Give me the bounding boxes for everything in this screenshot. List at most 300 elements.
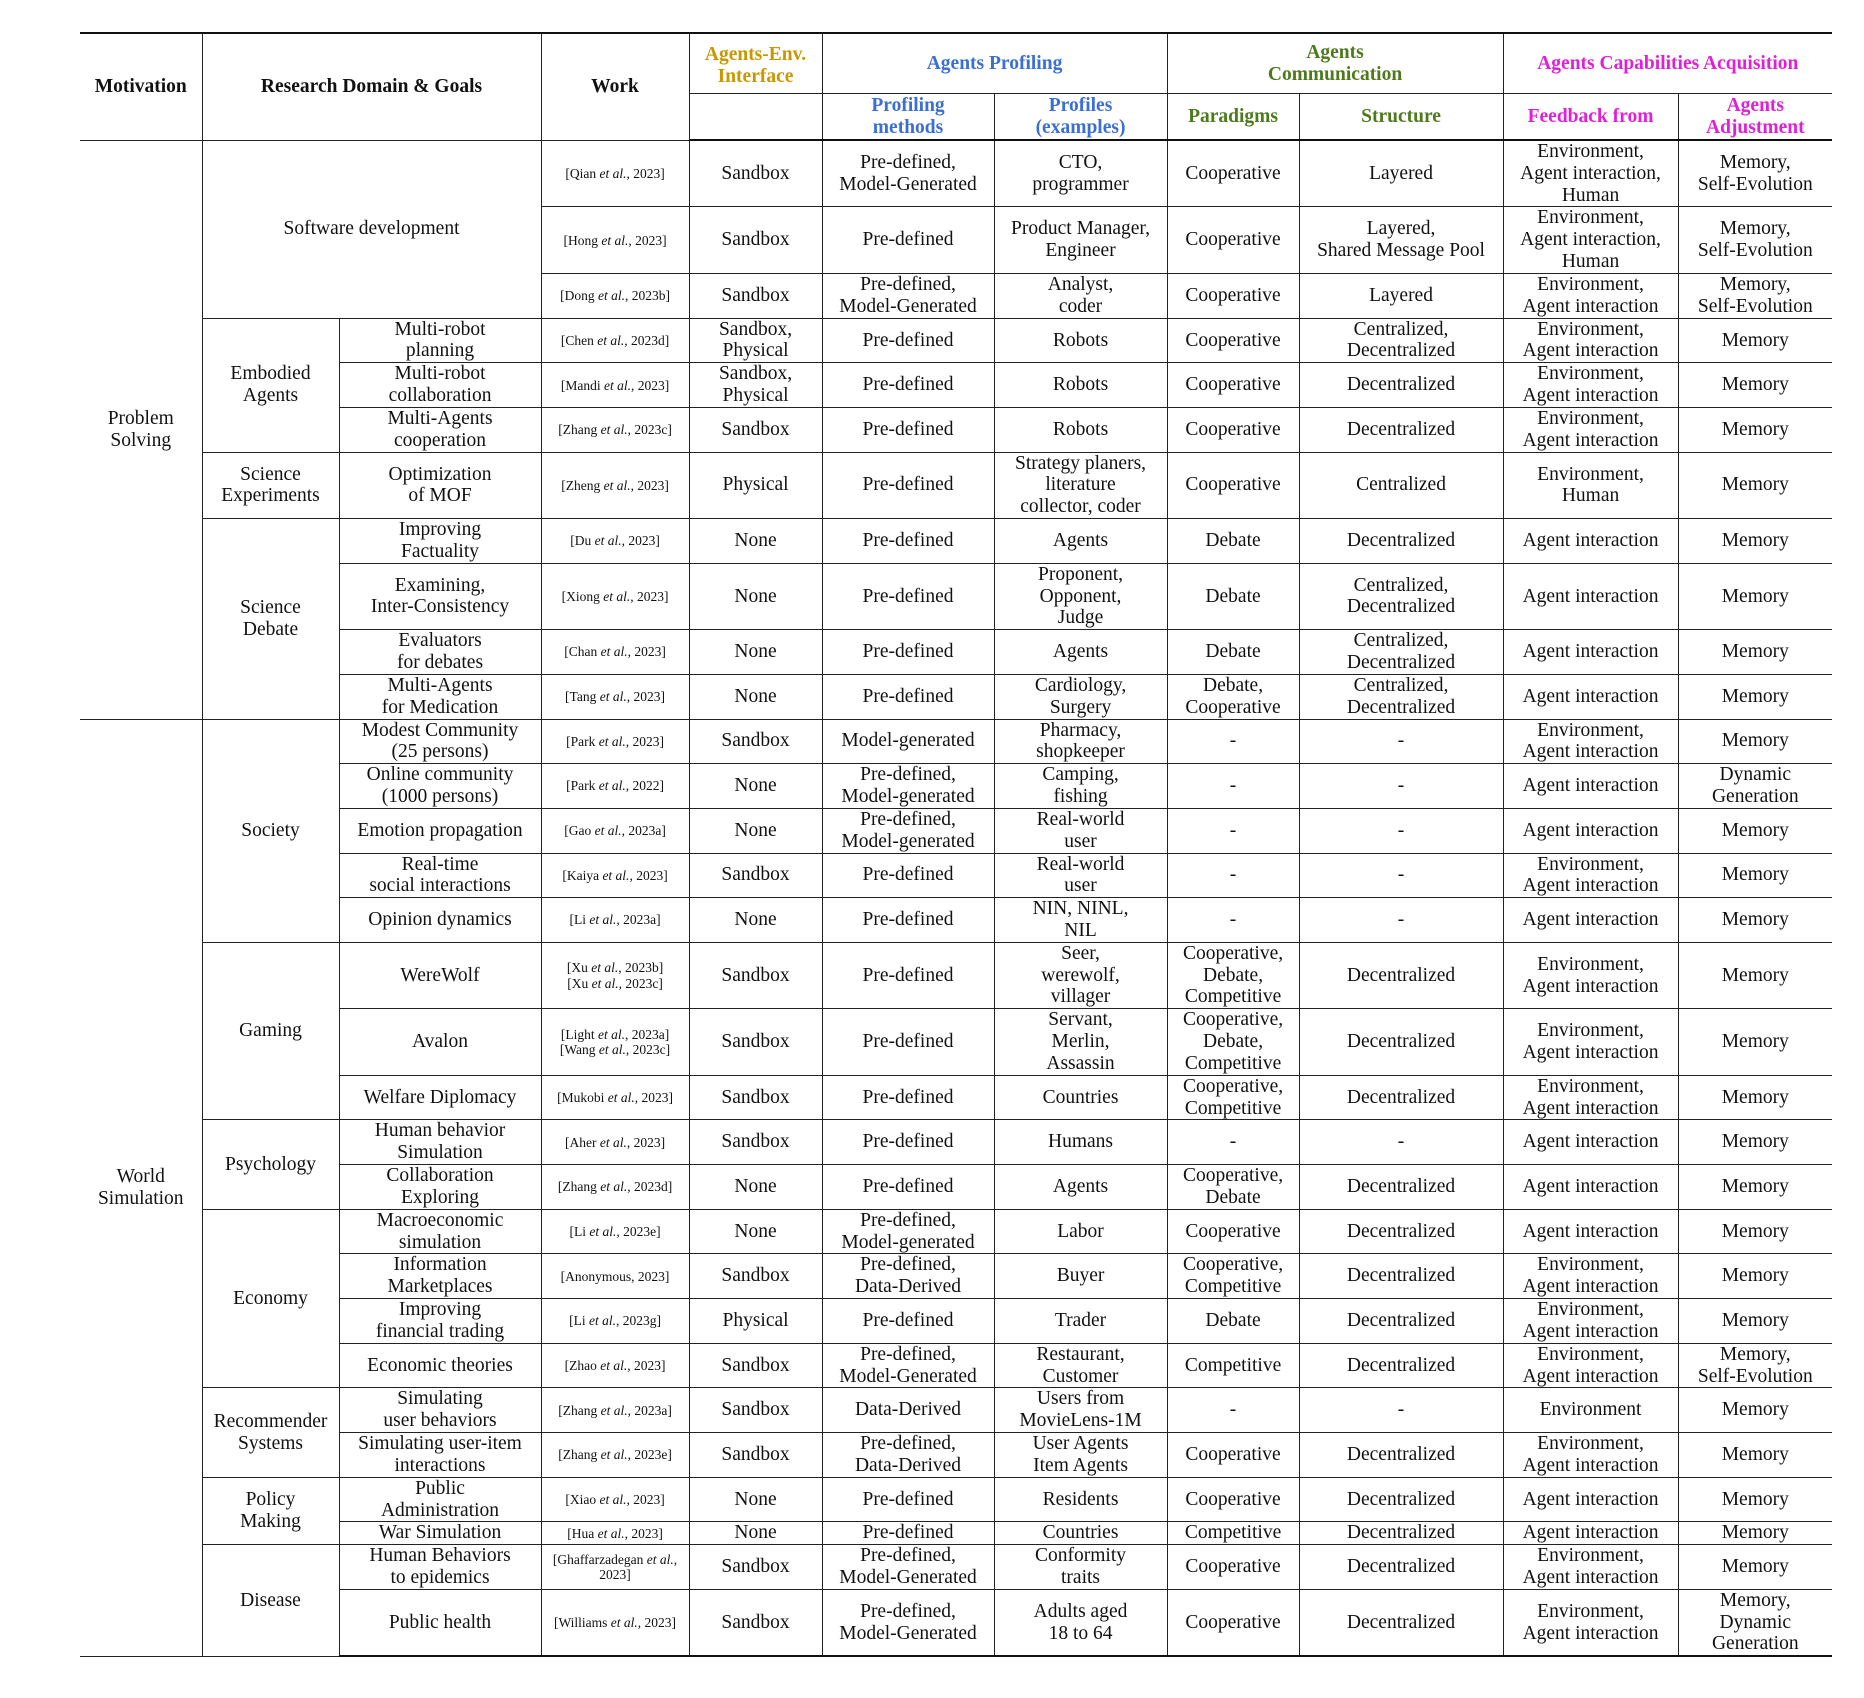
paradigm-cell: - bbox=[1167, 1388, 1299, 1433]
goal-cell: Macroeconomic simulation bbox=[339, 1209, 541, 1254]
profiling-method-cell: Pre-defined, Data-Derived bbox=[822, 1433, 994, 1478]
domain-cell: Recommender Systems bbox=[202, 1388, 339, 1477]
structure-cell: Layered bbox=[1299, 140, 1503, 207]
profiling-method-cell: Pre-defined bbox=[822, 363, 994, 408]
multi-agent-survey-table bbox=[80, 32, 1832, 1657]
citation-year: 2023 bbox=[633, 1491, 661, 1507]
structure-cell: Centralized, Decentralized bbox=[1299, 630, 1503, 675]
interface-cell: None bbox=[689, 1477, 822, 1522]
header-agents-profiling: Agents Profiling bbox=[822, 33, 1167, 94]
adjustment-cell: Memory, Dynamic Generation bbox=[1678, 1589, 1832, 1656]
citation-year: 2023c bbox=[632, 1042, 666, 1058]
structure-cell: Centralized, Decentralized bbox=[1299, 674, 1503, 719]
table-row bbox=[80, 1433, 1832, 1478]
citation-etal: et al. bbox=[594, 1525, 625, 1541]
work-citation: [Zheng et al., 2023] bbox=[541, 452, 689, 518]
structure-cell: Decentralized bbox=[1299, 1209, 1503, 1254]
profiles-cell: Pharmacy, shopkeeper bbox=[994, 719, 1167, 764]
paradigm-cell: - bbox=[1167, 808, 1299, 853]
structure-cell: Decentralized bbox=[1299, 1589, 1503, 1656]
profiles-cell: Conformity traits bbox=[994, 1545, 1167, 1590]
citation-author: Zheng bbox=[565, 477, 601, 493]
structure-cell: Layered, Shared Message Pool bbox=[1299, 207, 1503, 273]
profiling-method-cell: Pre-defined bbox=[822, 1165, 994, 1210]
table-row bbox=[80, 1209, 1832, 1254]
citation-etal: et al. bbox=[585, 1224, 617, 1240]
adjustment-cell: Memory bbox=[1678, 898, 1832, 943]
paradigm-cell: - bbox=[1167, 1120, 1299, 1165]
table-row bbox=[80, 898, 1832, 943]
citation-year: 2023 bbox=[633, 1134, 661, 1150]
adjustment-cell: Memory bbox=[1678, 452, 1832, 518]
citation-year: 2023 bbox=[599, 1567, 627, 1582]
interface-cell: Sandbox bbox=[689, 140, 822, 207]
feedback-cell: Agent interaction bbox=[1503, 519, 1678, 564]
profiles-cell: NIN, NINL, NIL bbox=[994, 898, 1167, 943]
profiles-cell: Adults aged 18 to 64 bbox=[994, 1589, 1167, 1656]
structure-cell: Decentralized bbox=[1299, 1009, 1503, 1075]
interface-cell: Sandbox bbox=[689, 1589, 822, 1656]
structure-cell: Centralized, Decentralized bbox=[1299, 318, 1503, 363]
profiles-cell: Strategy planers, literature collector, coder bbox=[994, 452, 1167, 518]
adjustment-cell: Memory bbox=[1678, 853, 1832, 898]
work-citation: [Xiong et al., 2023] bbox=[541, 563, 689, 629]
header-capabilities-acquisition: Agents Capabilities Acquisition bbox=[1503, 33, 1832, 94]
interface-cell: Physical bbox=[689, 1299, 822, 1344]
citation-year: 2023d bbox=[630, 332, 665, 348]
adjustment-cell: Memory bbox=[1678, 630, 1832, 675]
paradigm-cell: - bbox=[1167, 764, 1299, 809]
citation-author: Aher bbox=[569, 1134, 597, 1150]
citation-year: 2022 bbox=[632, 778, 660, 794]
feedback-cell: Agent interaction bbox=[1503, 630, 1678, 675]
interface-cell: Sandbox, Physical bbox=[689, 363, 822, 408]
profiling-method-cell: Pre-defined bbox=[822, 452, 994, 518]
citation-etal: et al. bbox=[597, 232, 629, 248]
feedback-cell: Environment, Agent interaction bbox=[1503, 1343, 1678, 1388]
citation-author: Xiong bbox=[566, 588, 600, 604]
profiles-cell: Users from MovieLens-1M bbox=[994, 1388, 1167, 1433]
table-row bbox=[80, 942, 1832, 1008]
adjustment-cell: Dynamic Generation bbox=[1678, 764, 1832, 809]
table-row bbox=[80, 630, 1832, 675]
goal-cell: WereWolf bbox=[339, 942, 541, 1008]
adjustment-cell: Memory bbox=[1678, 1433, 1832, 1478]
table-row bbox=[80, 674, 1832, 719]
interface-cell: Sandbox bbox=[689, 942, 822, 1008]
table-row bbox=[80, 1477, 1832, 1522]
citation-author: Zhao bbox=[569, 1357, 597, 1373]
interface-cell: Sandbox bbox=[689, 407, 822, 452]
paradigm-cell: Cooperative bbox=[1167, 1545, 1299, 1590]
feedback-cell: Agent interaction bbox=[1503, 898, 1678, 943]
citation-author: Zhang bbox=[562, 1179, 597, 1195]
paradigm-cell: Cooperative bbox=[1167, 363, 1299, 408]
citation-author: Light bbox=[565, 1026, 595, 1042]
paradigm-cell: - bbox=[1167, 898, 1299, 943]
work-citation: [Tang et al., 2023] bbox=[541, 674, 689, 719]
citation-year: 2023b bbox=[631, 288, 666, 304]
work-citation: [Hong et al., 2023] bbox=[541, 207, 689, 273]
interface-cell: Sandbox bbox=[689, 1075, 822, 1120]
profiling-method-cell: Pre-defined bbox=[822, 407, 994, 452]
profiling-method-cell: Pre-defined, Model-Generated bbox=[822, 1589, 994, 1656]
paradigm-cell: Cooperative, Debate, Competitive bbox=[1167, 942, 1299, 1008]
citation-etal: et al. bbox=[597, 644, 628, 660]
citation-author: Li bbox=[573, 1224, 586, 1240]
structure-cell: - bbox=[1299, 853, 1503, 898]
paradigm-cell: Cooperative bbox=[1167, 452, 1299, 518]
citation-author: Kaiya bbox=[566, 867, 600, 883]
work-citation: [Li et al., 2023a] bbox=[541, 898, 689, 943]
adjustment-cell: Memory bbox=[1678, 563, 1832, 629]
citation-author: Li bbox=[573, 912, 586, 928]
citation-author: Zhang bbox=[562, 422, 598, 438]
structure-cell: Decentralized bbox=[1299, 1299, 1503, 1344]
work-citation: [Mandi et al., 2023] bbox=[541, 363, 689, 408]
citation-year: 2023a bbox=[623, 912, 657, 928]
goal-cell: Evaluators for debates bbox=[339, 630, 541, 675]
profiles-cell: Residents bbox=[994, 1477, 1167, 1522]
citation-author: Wang bbox=[564, 1042, 596, 1058]
feedback-cell: Environment bbox=[1503, 1388, 1678, 1433]
interface-cell: Sandbox, Physical bbox=[689, 318, 822, 363]
feedback-cell: Environment, Agent interaction bbox=[1503, 318, 1678, 363]
profiling-method-cell: Pre-defined bbox=[822, 942, 994, 1008]
citation-author: Mandi bbox=[565, 377, 601, 393]
goal-cell: Improving Factuality bbox=[339, 519, 541, 564]
profiling-method-cell: Pre-defined bbox=[822, 898, 994, 943]
goal-cell: Online community (1000 persons) bbox=[339, 764, 541, 809]
citation-year: 2023a bbox=[634, 1402, 668, 1418]
domain-cell: Science Debate bbox=[202, 519, 339, 719]
header-agents-communication: Agents Communication bbox=[1167, 33, 1503, 94]
paradigm-cell: Cooperative bbox=[1167, 1433, 1299, 1478]
header-agents-env-interface: Agents-Env. Interface bbox=[689, 33, 822, 94]
structure-cell: Centralized, Decentralized bbox=[1299, 563, 1503, 629]
feedback-cell: Agent interaction bbox=[1503, 1165, 1678, 1210]
profiling-method-cell: Pre-defined bbox=[822, 1522, 994, 1545]
work-citation: [Zhang et al., 2023a] bbox=[541, 1388, 689, 1433]
paradigm-cell: Cooperative, Debate, Competitive bbox=[1167, 1009, 1299, 1075]
citation-year: 2023 bbox=[628, 533, 656, 549]
citation-etal: et al. bbox=[585, 912, 617, 928]
citation-year: 2023 bbox=[637, 377, 665, 393]
adjustment-cell: Memory bbox=[1678, 1388, 1832, 1433]
work-citation: [Park et al., 2023] bbox=[541, 719, 689, 764]
adjustment-cell: Memory, Self-Evolution bbox=[1678, 207, 1832, 273]
work-citation: [Xiao et al., 2023] bbox=[541, 1477, 689, 1522]
goal-cell: Examining, Inter-Consistency bbox=[339, 563, 541, 629]
domain-cell: Embodied Agents bbox=[202, 318, 339, 452]
citation-etal: et al. bbox=[597, 422, 628, 438]
paradigm-cell: - bbox=[1167, 853, 1299, 898]
interface-cell: Sandbox bbox=[689, 853, 822, 898]
feedback-cell: Environment, Agent interaction bbox=[1503, 853, 1678, 898]
citation-author: Park bbox=[570, 778, 596, 794]
domain-cell: Economy bbox=[202, 1209, 339, 1388]
citation-author: Hua bbox=[571, 1525, 595, 1541]
domain-cell: Science Experiments bbox=[202, 452, 339, 518]
goal-cell: Collaboration Exploring bbox=[339, 1165, 541, 1210]
adjustment-cell: Memory bbox=[1678, 1545, 1832, 1590]
citation-etal: et al. bbox=[587, 960, 619, 976]
adjustment-cell: Memory, Self-Evolution bbox=[1678, 273, 1832, 318]
feedback-cell: Agent interaction bbox=[1503, 1120, 1678, 1165]
profiles-cell: Agents bbox=[994, 630, 1167, 675]
citation-author: Park bbox=[570, 733, 596, 749]
profiles-cell: Humans bbox=[994, 1120, 1167, 1165]
table-row bbox=[80, 1165, 1832, 1210]
table-row bbox=[80, 719, 1832, 764]
interface-cell: Physical bbox=[689, 452, 822, 518]
profiling-method-cell: Model-generated bbox=[822, 719, 994, 764]
goal-cell: Opinion dynamics bbox=[339, 898, 541, 943]
paradigm-cell: Cooperative bbox=[1167, 273, 1299, 318]
feedback-cell: Agent interaction bbox=[1503, 674, 1678, 719]
interface-cell: None bbox=[689, 1522, 822, 1545]
profiling-method-cell: Pre-defined bbox=[822, 674, 994, 719]
citation-year: 2023e bbox=[634, 1447, 668, 1463]
citation-year: 2023 bbox=[635, 232, 663, 248]
structure-cell: Decentralized bbox=[1299, 1545, 1503, 1590]
profiles-cell: CTO, programmer bbox=[994, 140, 1167, 207]
citation-year: 2023 bbox=[631, 1525, 659, 1541]
adjustment-cell: Memory bbox=[1678, 318, 1832, 363]
citation-etal: et al. bbox=[595, 733, 626, 749]
work-citation: [Zhao et al., 2023] bbox=[541, 1343, 689, 1388]
profiling-method-cell: Pre-defined, Model-generated bbox=[822, 1209, 994, 1254]
table-row bbox=[80, 1388, 1832, 1433]
goal-cell: Welfare Diplomacy bbox=[339, 1075, 541, 1120]
work-citation: [Williams et al., 2023] bbox=[541, 1589, 689, 1656]
citation-etal: et al. bbox=[600, 377, 631, 393]
profiling-method-cell: Data-Derived bbox=[822, 1388, 994, 1433]
profiles-cell: Proponent, Opponent, Judge bbox=[994, 563, 1167, 629]
interface-cell: Sandbox bbox=[689, 719, 822, 764]
domain-cell: Gaming bbox=[202, 942, 339, 1120]
table-row bbox=[80, 452, 1832, 518]
table-row bbox=[80, 407, 1832, 452]
goal-cell: Public health bbox=[339, 1589, 541, 1656]
table-row bbox=[80, 1299, 1832, 1344]
adjustment-cell: Memory bbox=[1678, 1165, 1832, 1210]
feedback-cell: Environment, Agent interaction bbox=[1503, 1075, 1678, 1120]
citation-year: 2023 bbox=[632, 733, 660, 749]
citation-year: 2023 bbox=[633, 1357, 661, 1373]
feedback-cell: Environment, Agent interaction bbox=[1503, 1433, 1678, 1478]
citation-etal: et al. bbox=[599, 867, 630, 883]
work-citation: [Chan et al., 2023] bbox=[541, 630, 689, 675]
paradigm-cell: Cooperative bbox=[1167, 1209, 1299, 1254]
interface-cell: None bbox=[689, 808, 822, 853]
profiles-cell: Robots bbox=[994, 363, 1167, 408]
paradigm-cell: Cooperative, Competitive bbox=[1167, 1254, 1299, 1299]
structure-cell: Decentralized bbox=[1299, 1254, 1503, 1299]
profiles-cell: Robots bbox=[994, 318, 1167, 363]
interface-cell: Sandbox bbox=[689, 207, 822, 273]
citation-year: 2023 bbox=[644, 1615, 672, 1631]
paradigm-cell: Cooperative bbox=[1167, 1477, 1299, 1522]
adjustment-cell: Memory bbox=[1678, 363, 1832, 408]
paradigm-cell: Cooperative, Debate bbox=[1167, 1165, 1299, 1210]
citation-author: Ghaffarzadegan bbox=[557, 1551, 644, 1567]
citation-year: 2023b bbox=[624, 960, 659, 976]
adjustment-cell: Memory bbox=[1678, 1209, 1832, 1254]
profiles-cell: Seer, werewolf, villager bbox=[994, 942, 1167, 1008]
citation-year: 2023c bbox=[625, 975, 659, 991]
profiles-cell: Agents bbox=[994, 1165, 1167, 1210]
citation-author: Tang bbox=[569, 689, 597, 705]
citation-author: Williams bbox=[558, 1615, 608, 1631]
profiling-method-cell: Pre-defined, Model-generated bbox=[822, 764, 994, 809]
work-citation: [Zhang et al., 2023d] bbox=[541, 1165, 689, 1210]
feedback-cell: Agent interaction bbox=[1503, 1209, 1678, 1254]
citation-author: Qian bbox=[569, 165, 597, 181]
header-paradigms: Paradigms bbox=[1167, 94, 1299, 141]
citation-year: 2023d bbox=[633, 1179, 668, 1195]
citation-etal: et al. bbox=[594, 1026, 625, 1042]
profiles-cell: Buyer bbox=[994, 1254, 1167, 1299]
interface-cell: None bbox=[689, 764, 822, 809]
interface-cell: None bbox=[689, 1209, 822, 1254]
citation-etal: et al. bbox=[594, 288, 625, 304]
feedback-cell: Environment, Agent interaction bbox=[1503, 1545, 1678, 1590]
structure-cell: Decentralized bbox=[1299, 1165, 1503, 1210]
goal-cell: Multi-Agents for Medication bbox=[339, 674, 541, 719]
paradigm-cell: Debate bbox=[1167, 1299, 1299, 1344]
profiling-method-cell: Pre-defined bbox=[822, 1009, 994, 1075]
citation-etal: et al. bbox=[599, 588, 631, 604]
table-row bbox=[80, 764, 1832, 809]
profiling-method-cell: Pre-defined bbox=[822, 1299, 994, 1344]
header-agents-adjustment: Agents Adjustment bbox=[1678, 94, 1832, 141]
structure-cell: Decentralized bbox=[1299, 519, 1503, 564]
table-row bbox=[80, 1120, 1832, 1165]
citation-etal: et al. bbox=[607, 1615, 638, 1631]
citation-author: Mukobi bbox=[561, 1090, 605, 1106]
goal-cell: Improving financial trading bbox=[339, 1299, 541, 1344]
adjustment-cell: Memory bbox=[1678, 1254, 1832, 1299]
profiling-method-cell: Pre-defined bbox=[822, 1120, 994, 1165]
citation-year: 2023 bbox=[641, 1090, 669, 1106]
citation-etal: et al. bbox=[593, 332, 625, 348]
interface-cell: Sandbox bbox=[689, 273, 822, 318]
adjustment-cell: Memory bbox=[1678, 407, 1832, 452]
work-citation: [Ghaffarzadegan et al., 2023] bbox=[541, 1545, 689, 1590]
interface-cell: None bbox=[689, 674, 822, 719]
feedback-cell: Environment, Agent interaction, Human bbox=[1503, 140, 1678, 207]
goal-cell: Human behavior Simulation bbox=[339, 1120, 541, 1165]
citation-author: Hong bbox=[567, 232, 598, 248]
structure-cell: Centralized bbox=[1299, 452, 1503, 518]
feedback-cell: Environment, Agent interaction bbox=[1503, 273, 1678, 318]
citation-etal: et al. bbox=[596, 1134, 627, 1150]
survey-table-container bbox=[80, 32, 1832, 1657]
citation-etal: et al. bbox=[597, 1402, 628, 1418]
paradigm-cell: - bbox=[1167, 719, 1299, 764]
interface-cell: Sandbox bbox=[689, 1545, 822, 1590]
table-body bbox=[80, 140, 1832, 1656]
feedback-cell: Environment, Agent interaction bbox=[1503, 1299, 1678, 1344]
structure-cell: - bbox=[1299, 719, 1503, 764]
domain-cell: Psychology bbox=[202, 1120, 339, 1209]
interface-cell: None bbox=[689, 630, 822, 675]
adjustment-cell: Memory bbox=[1678, 1120, 1832, 1165]
profiles-cell: User Agents Item Agents bbox=[994, 1433, 1167, 1478]
paradigm-cell: Debate, Cooperative bbox=[1167, 674, 1299, 719]
work-citation: [Mukobi et al., 2023] bbox=[541, 1075, 689, 1120]
profiling-method-cell: Pre-defined bbox=[822, 1075, 994, 1120]
table-row bbox=[80, 1522, 1832, 1545]
feedback-cell: Environment, Agent interaction bbox=[1503, 719, 1678, 764]
goal-cell: Public Administration bbox=[339, 1477, 541, 1522]
profiles-cell: Analyst, coder bbox=[994, 273, 1167, 318]
work-citation: [Kaiya et al., 2023] bbox=[541, 853, 689, 898]
citation-author: Xiao bbox=[569, 1491, 597, 1507]
work-citation: [Du et al., 2023] bbox=[541, 519, 689, 564]
citation-etal: et al. bbox=[643, 1551, 674, 1567]
work-citation: [Chen et al., 2023d] bbox=[541, 318, 689, 363]
profiling-method-cell: Pre-defined, Data-Derived bbox=[822, 1254, 994, 1299]
header-structure: Structure bbox=[1299, 94, 1503, 141]
citation-author: Xu bbox=[571, 975, 589, 991]
table-row bbox=[80, 808, 1832, 853]
structure-cell: Decentralized bbox=[1299, 942, 1503, 1008]
citation-year: 2023 bbox=[637, 477, 665, 493]
table-row bbox=[80, 519, 1832, 564]
citation-etal: et al. bbox=[595, 1042, 626, 1058]
table-row bbox=[80, 363, 1832, 408]
feedback-cell: Environment, Agent interaction, Human bbox=[1503, 207, 1678, 273]
citation-author: Xu bbox=[571, 960, 588, 976]
header-motivation: Motivation bbox=[80, 33, 202, 140]
profiling-method-cell: Pre-defined, Model-Generated bbox=[822, 1343, 994, 1388]
paradigm-cell: Debate bbox=[1167, 630, 1299, 675]
citation-year: 2023e bbox=[623, 1224, 657, 1240]
work-citation: [Xu et al., 2023b] [Xu et al., 2023c] bbox=[541, 942, 689, 1008]
citation-author: Zhang bbox=[562, 1447, 598, 1463]
goal-cell: Simulating user behaviors bbox=[339, 1388, 541, 1433]
paradigm-cell: Debate bbox=[1167, 519, 1299, 564]
citation-etal: et al. bbox=[604, 1090, 635, 1106]
adjustment-cell: Memory bbox=[1678, 1477, 1832, 1522]
interface-cell: None bbox=[689, 519, 822, 564]
paradigm-cell: Cooperative bbox=[1167, 407, 1299, 452]
feedback-cell: Environment, Agent interaction bbox=[1503, 1589, 1678, 1656]
profiles-cell: Robots bbox=[994, 407, 1167, 452]
adjustment-cell: Memory bbox=[1678, 1522, 1832, 1545]
feedback-cell: Agent interaction bbox=[1503, 808, 1678, 853]
interface-cell: Sandbox bbox=[689, 1433, 822, 1478]
header-interface-spacer bbox=[689, 94, 822, 141]
structure-cell: - bbox=[1299, 764, 1503, 809]
goal-cell: Multi-robot collaboration bbox=[339, 363, 541, 408]
citation-author: Chen bbox=[565, 332, 594, 348]
table-row bbox=[80, 1254, 1832, 1299]
goal-cell: Modest Community (25 persons) bbox=[339, 719, 541, 764]
domain-cell: Software development bbox=[202, 140, 541, 318]
profiles-cell: Trader bbox=[994, 1299, 1167, 1344]
citation-year: 2023 bbox=[633, 689, 661, 705]
citation-author: Du bbox=[574, 533, 592, 549]
work-citation: [Zhang et al., 2023e] bbox=[541, 1433, 689, 1478]
goal-cell: Multi-Agents cooperation bbox=[339, 407, 541, 452]
citation-author: Gao bbox=[568, 823, 592, 839]
profiles-cell: Real-world user bbox=[994, 853, 1167, 898]
work-citation: [Li et al., 2023g] bbox=[541, 1299, 689, 1344]
citation-etal: et al. bbox=[596, 165, 627, 181]
